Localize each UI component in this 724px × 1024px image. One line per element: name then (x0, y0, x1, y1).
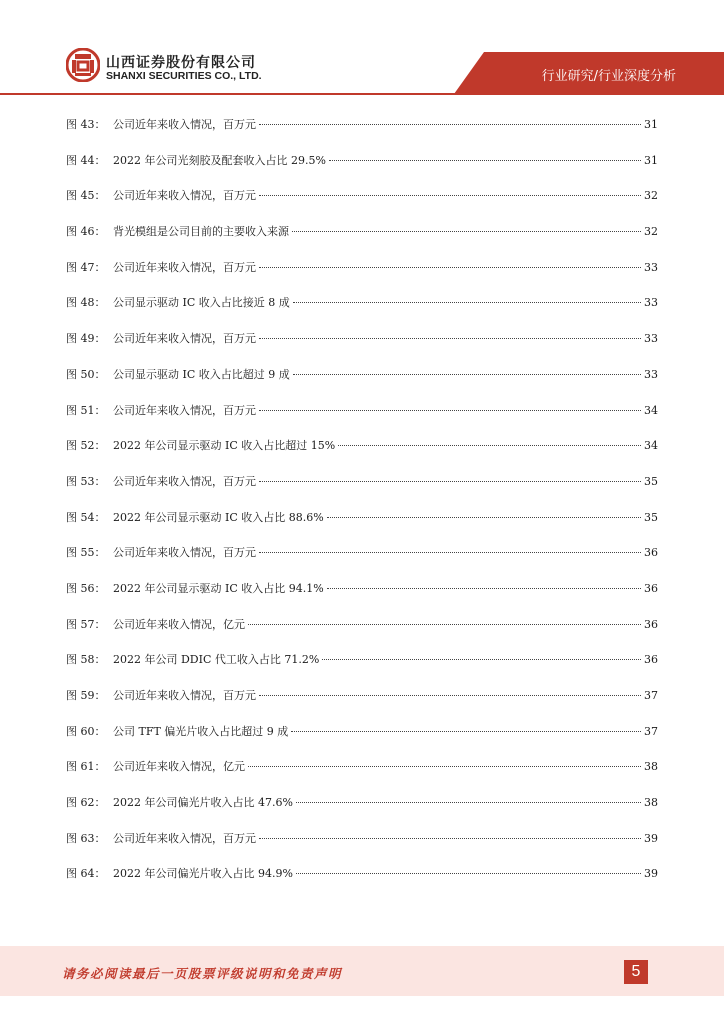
toc-page-number: 39 (644, 867, 658, 881)
toc-figure-title: 公司近年来收入情况，百万元 (113, 189, 256, 203)
toc-page-number: 35 (644, 474, 658, 488)
toc-figure-title: 公司近年来收入情况，百万元 (113, 403, 256, 417)
toc-figure-number: 图 63： (66, 831, 106, 845)
toc-entry[interactable] (66, 758, 658, 794)
report-type-banner (454, 52, 724, 94)
toc-figure-title: 背光模组是公司目前的主要收入来源 (113, 225, 289, 239)
toc-leader-dots (338, 445, 641, 446)
toc-page-number: 36 (644, 581, 658, 595)
toc-figure-number: 图 61： (66, 760, 106, 774)
toc-entry[interactable] (66, 366, 658, 402)
toc-entry[interactable] (66, 473, 658, 509)
figure-list (66, 116, 658, 901)
toc-leader-dots (259, 124, 641, 125)
toc-page-number: 38 (644, 796, 658, 810)
header-divider (0, 93, 724, 95)
toc-figure-number: 图 46： (66, 225, 106, 239)
toc-figure-number: 图 60： (66, 724, 106, 738)
toc-leader-dots (259, 695, 641, 696)
toc-leader-dots (259, 838, 641, 839)
toc-figure-title: 公司近年来收入情况，百万元 (113, 689, 256, 702)
toc-entry[interactable] (66, 687, 658, 723)
toc-figure-number: 图 52： (66, 439, 106, 453)
toc-leader-dots (291, 731, 641, 732)
toc-leader-dots (259, 195, 641, 196)
toc-page-number: 32 (644, 189, 658, 203)
toc-page-number: 31 (644, 118, 658, 131)
toc-figure-title: 公司近年来收入情况，百万元 (113, 831, 256, 845)
toc-figure-title: 2022 年公司显示驱动 IC 收入占比 88.6% (113, 510, 324, 524)
toc-leader-dots (327, 588, 641, 589)
toc-figure-number: 图 54： (66, 510, 106, 524)
toc-entry[interactable] (66, 330, 658, 366)
toc-figure-title: 2022 年公司光刻胶及配套收入占比 29.5% (113, 153, 326, 167)
toc-leader-dots (259, 410, 641, 411)
toc-figure-number: 图 59： (66, 689, 106, 702)
toc-leader-dots (248, 624, 641, 625)
toc-figure-number: 图 57： (66, 617, 106, 631)
toc-figure-number: 图 56： (66, 581, 106, 595)
company-name-en: SHANXI SECURITIES CO., LTD. (106, 70, 262, 82)
toc-page-number: 36 (644, 653, 658, 667)
toc-entry[interactable] (66, 187, 658, 223)
toc-leader-dots (322, 659, 641, 660)
page-header (0, 0, 724, 100)
toc-page-number: 33 (644, 332, 658, 346)
toc-page-number: 33 (644, 367, 658, 381)
toc-page-number: 33 (644, 296, 658, 310)
toc-leader-dots (259, 338, 641, 339)
toc-page-number: 37 (644, 724, 658, 738)
toc-figure-title: 2022 年公司显示驱动 IC 收入占比 94.1% (113, 581, 324, 595)
toc-entry[interactable] (66, 865, 658, 901)
toc-entry[interactable] (66, 723, 658, 759)
toc-page-number: 32 (644, 225, 658, 239)
toc-entry[interactable] (66, 830, 658, 866)
page-number: 5 (624, 960, 648, 984)
toc-entry[interactable] (66, 794, 658, 830)
toc-figure-number: 图 51： (66, 403, 106, 417)
toc-leader-dots (292, 231, 641, 232)
toc-figure-number: 图 47： (66, 260, 106, 274)
toc-entry[interactable] (66, 509, 658, 545)
toc-figure-number: 图 53： (66, 474, 106, 488)
toc-figure-title: 公司 TFT 偏光片收入占比超过 9 成 (113, 724, 289, 738)
toc-page-number: 39 (644, 831, 658, 845)
toc-entry[interactable] (66, 437, 658, 473)
disclaimer-notice: 请务必阅读最后一页股票评级说明和免责声明 (62, 966, 343, 981)
toc-figure-title: 公司近年来收入情况，百万元 (113, 260, 256, 274)
toc-entry[interactable] (66, 580, 658, 616)
toc-leader-dots (248, 766, 641, 767)
company-name-cn: 山西证券股份有限公司 (106, 55, 256, 71)
toc-entry[interactable] (66, 544, 658, 580)
toc-page-number: 38 (644, 760, 658, 774)
toc-figure-title: 2022 年公司偏光片收入占比 94.9% (113, 867, 293, 881)
toc-figure-title: 公司近年来收入情况，百万元 (113, 332, 256, 346)
toc-figure-number: 图 50： (66, 367, 106, 381)
page-footer (0, 946, 724, 996)
toc-page-number: 34 (644, 403, 658, 417)
toc-entry[interactable] (66, 223, 658, 259)
shanxi-securities-logo-icon (66, 48, 100, 82)
toc-entry[interactable] (66, 402, 658, 438)
toc-leader-dots (259, 552, 641, 553)
toc-figure-number: 图 55： (66, 546, 106, 560)
toc-figure-title: 公司近年来收入情况，亿元 (113, 760, 245, 774)
toc-page-number: 37 (644, 689, 658, 702)
toc-figure-number: 图 44： (66, 153, 106, 167)
toc-entry[interactable] (66, 259, 658, 295)
toc-entry[interactable] (66, 616, 658, 652)
toc-figure-title: 公司近年来收入情况，百万元 (113, 474, 256, 488)
toc-leader-dots (259, 481, 641, 482)
toc-leader-dots (259, 267, 641, 268)
toc-entry[interactable] (66, 651, 658, 687)
toc-leader-dots (296, 873, 641, 874)
toc-leader-dots (293, 302, 641, 303)
toc-entry[interactable] (66, 294, 658, 330)
toc-figure-title: 2022 年公司显示驱动 IC 收入占比超过 15% (113, 439, 336, 453)
toc-figure-title: 公司近年来收入情况，亿元 (113, 617, 245, 631)
toc-figure-title: 公司近年来收入情况，百万元 (113, 118, 256, 131)
toc-leader-dots (293, 374, 641, 375)
toc-entry[interactable] (66, 116, 658, 152)
toc-figure-number: 图 64： (66, 867, 106, 881)
toc-figure-title: 2022 年公司 DDIC 代工收入占比 71.2% (113, 653, 320, 667)
toc-page-number: 31 (644, 153, 658, 167)
toc-figure-number: 图 43： (66, 118, 106, 131)
toc-figure-number: 图 45： (66, 189, 106, 203)
toc-figure-title: 公司显示驱动 IC 收入占比接近 8 成 (113, 296, 290, 310)
toc-figure-number: 图 62： (66, 796, 106, 810)
toc-leader-dots (329, 160, 641, 161)
toc-figure-title: 公司近年来收入情况，百万元 (113, 546, 256, 560)
toc-entry[interactable] (66, 152, 658, 188)
toc-figure-number: 图 48： (66, 296, 106, 310)
toc-figure-number: 图 49： (66, 332, 106, 346)
toc-page-number: 36 (644, 617, 658, 631)
toc-figure-number: 图 58： (66, 653, 106, 667)
report-type-label: 行业研究/行业深度分析 (541, 69, 676, 84)
toc-page-number: 36 (644, 546, 658, 560)
toc-figure-title: 2022 年公司偏光片收入占比 47.6% (113, 796, 293, 810)
toc-figure-title: 公司显示驱动 IC 收入占比超过 9 成 (113, 367, 290, 381)
toc-leader-dots (327, 517, 641, 518)
toc-page-number: 33 (644, 260, 658, 274)
toc-leader-dots (296, 802, 641, 803)
toc-page-number: 35 (644, 510, 658, 524)
toc-page-number: 34 (644, 439, 658, 453)
